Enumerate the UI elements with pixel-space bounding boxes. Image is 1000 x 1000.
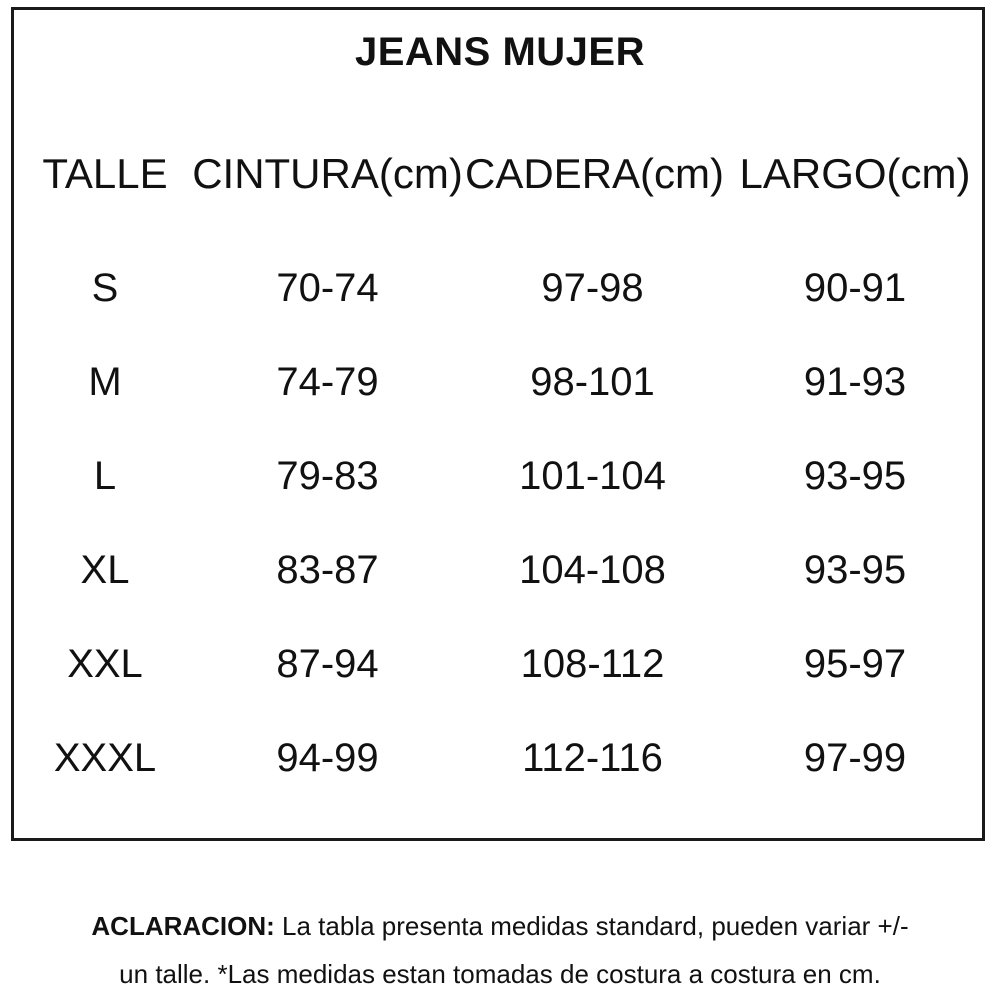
size-cell: XL (80, 548, 130, 592)
length-cell: 97-99 (803, 736, 907, 780)
table-row (0, 730, 1000, 786)
waist-cell: 94-99 (276, 736, 379, 780)
waist-cell: 87-94 (276, 642, 379, 686)
table-row (0, 260, 1000, 316)
disclaimer-note (0, 902, 1000, 998)
disclaimer-line-1 (0, 902, 1000, 950)
length-cell: 93-95 (803, 548, 907, 592)
waist-cell: 83-87 (276, 548, 379, 592)
disclaimer-label: ACLARACION: (91, 911, 275, 941)
disclaimer-text-1: La tabla presenta medidas standard, pueden variar +/- (274, 911, 909, 941)
header-cintura: CINTURA(cm) (192, 150, 463, 197)
hip-cell: 108-112 (520, 642, 665, 686)
length-cell: 95-97 (803, 642, 907, 686)
waist-cell: 74-79 (276, 360, 379, 404)
size-chart-frame (11, 7, 985, 841)
header-cadera: CADERA(cm) (465, 150, 724, 197)
table-row (0, 448, 1000, 504)
hip-cell: 104-108 (519, 548, 666, 592)
size-cell: L (93, 454, 117, 498)
waist-cell: 79-83 (276, 454, 379, 498)
header-talle: TALLE (42, 150, 168, 197)
size-cell: M (88, 360, 122, 404)
length-cell: 93-95 (803, 454, 907, 498)
hip-cell: 101-104 (519, 454, 666, 498)
hip-cell: 98-101 (530, 360, 655, 404)
chart-title: JEANS MUJER (354, 30, 645, 74)
hip-cell: 112-116 (522, 736, 663, 780)
length-cell: 91-93 (803, 360, 907, 404)
size-cell: XXL (67, 642, 143, 686)
size-cell: XXXL (53, 736, 157, 780)
table-row (0, 636, 1000, 692)
header-largo: LARGO(cm) (739, 150, 971, 197)
length-cell: 90-91 (803, 266, 907, 310)
hip-cell: 97-98 (541, 266, 644, 310)
size-cell: S (91, 266, 119, 310)
table-row (0, 354, 1000, 410)
table-row (0, 542, 1000, 598)
waist-cell: 70-74 (276, 266, 379, 310)
disclaimer-line-2: un talle. *Las medidas estan tomadas de costura a costura en cm. (119, 959, 881, 989)
